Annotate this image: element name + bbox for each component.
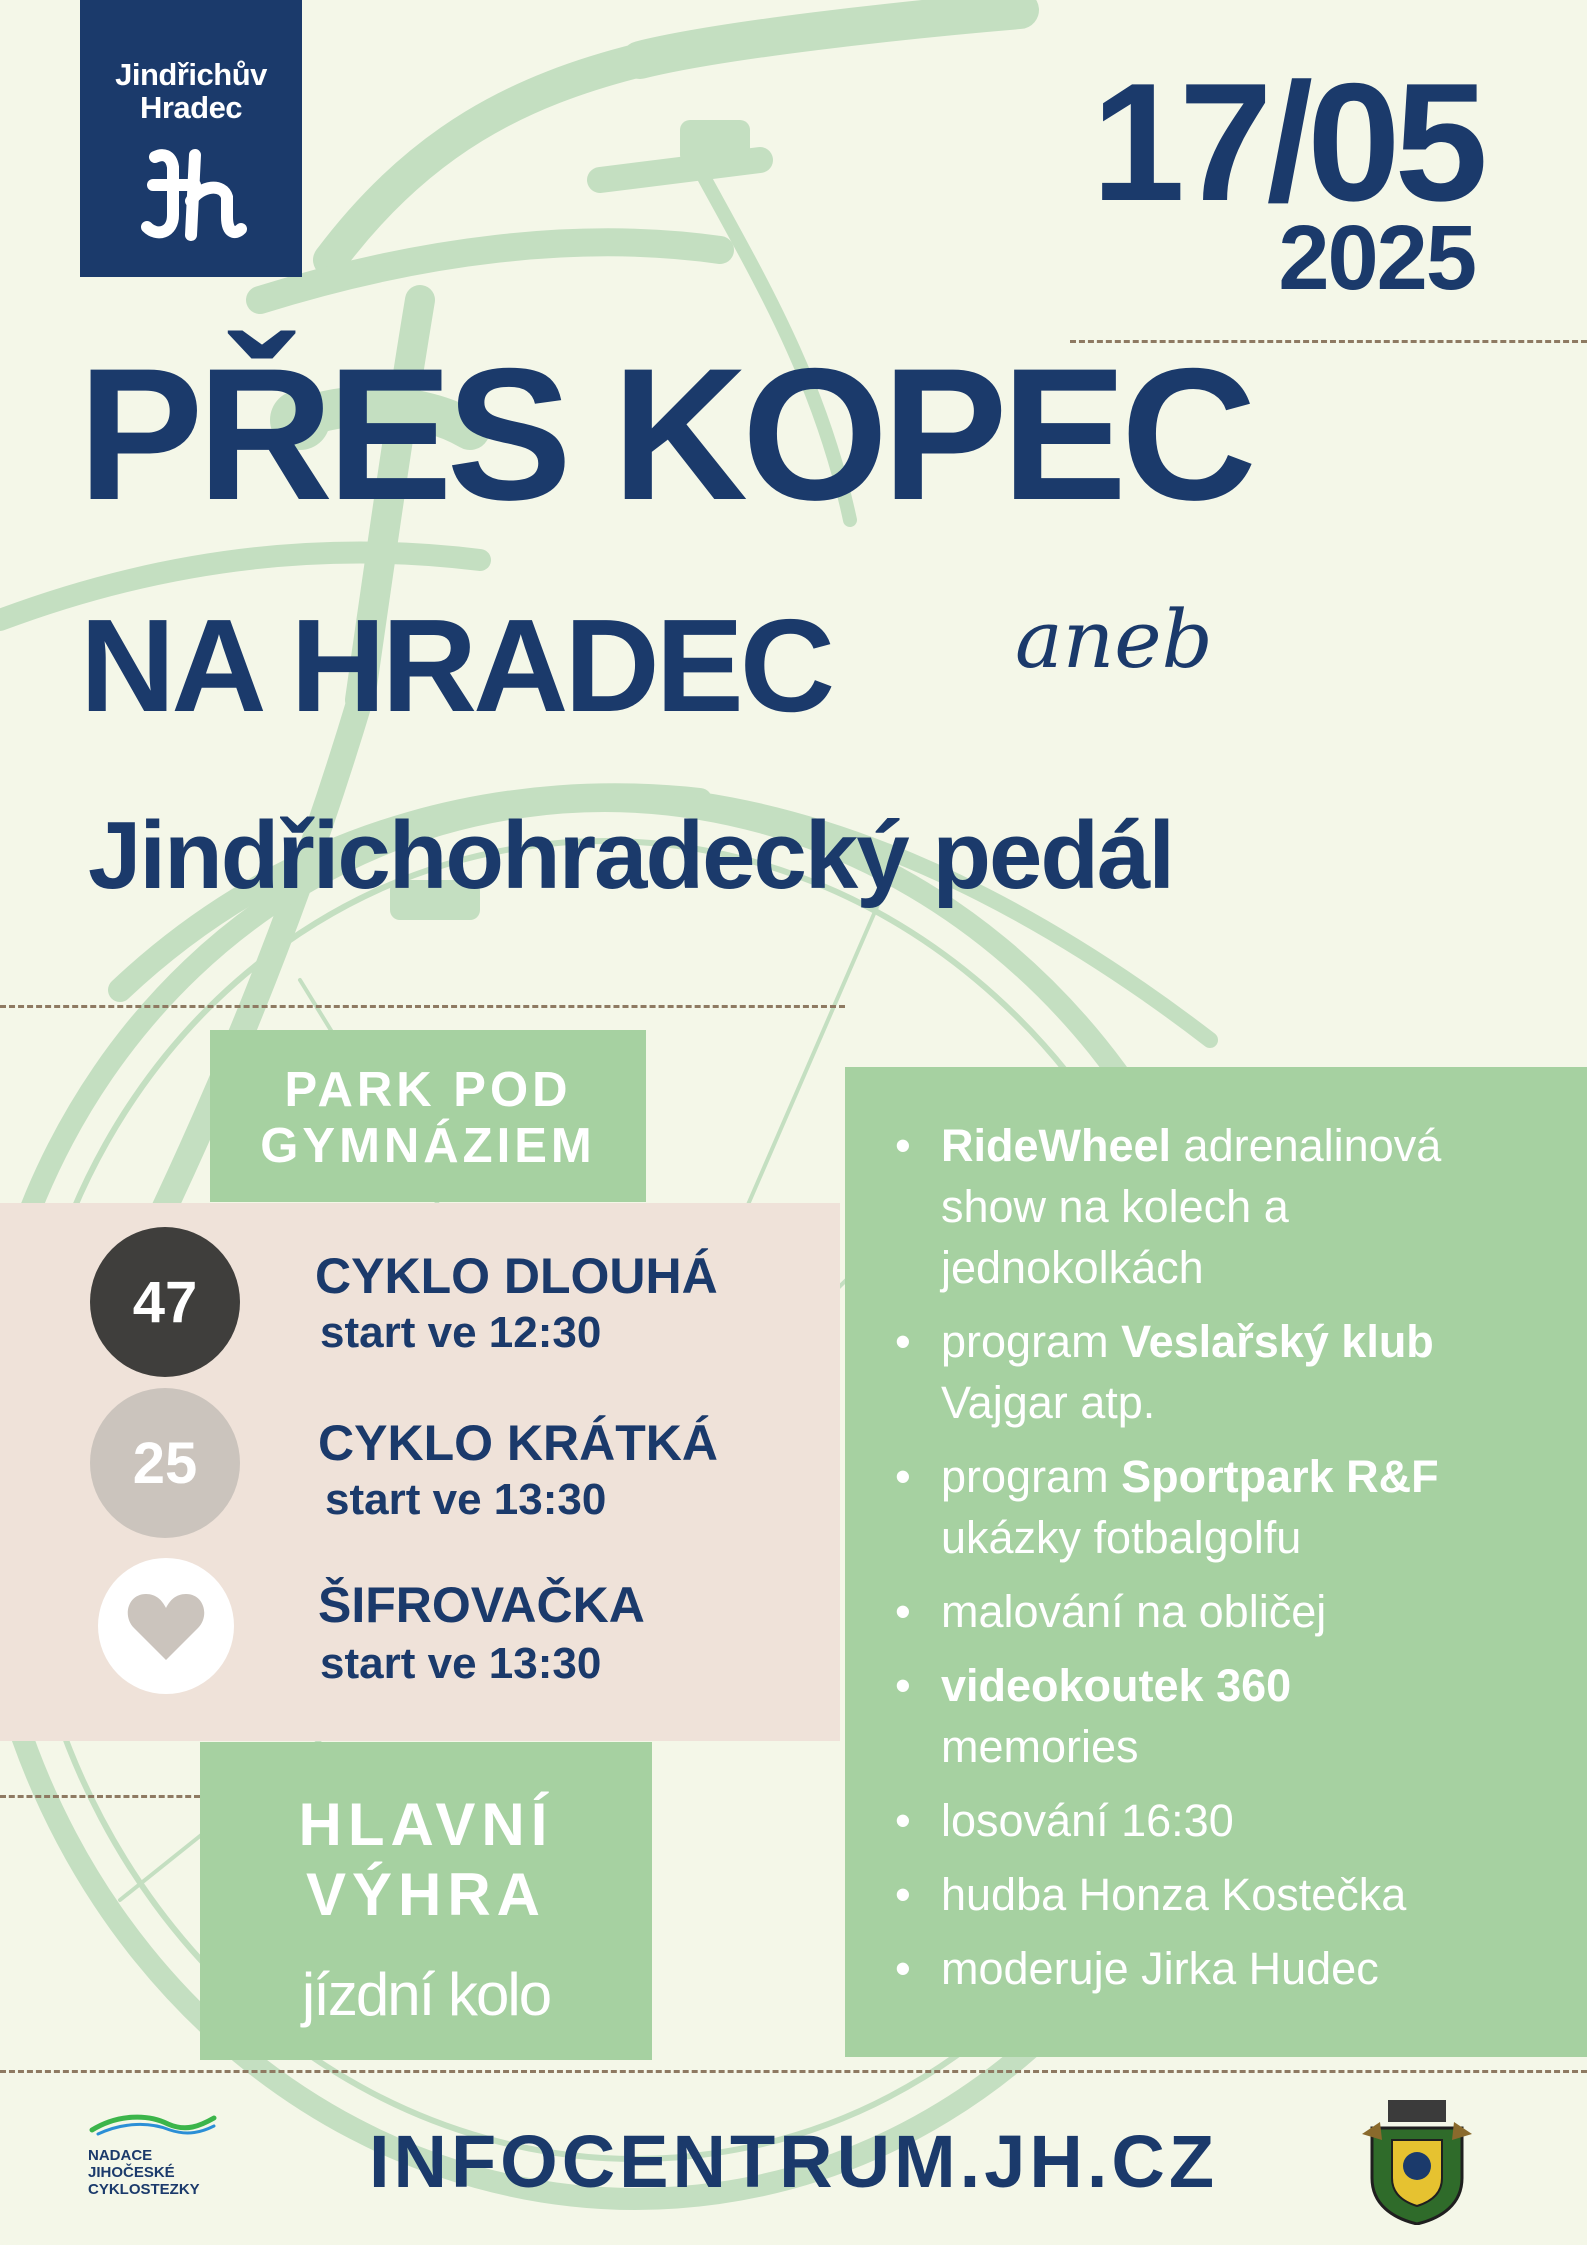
program-item-text: hudba Honza Kostečka (941, 1869, 1407, 1920)
prize-box (200, 1742, 652, 2060)
prize-title-line1: HLAVNÍ (298, 1791, 554, 1858)
partner-logo-line3: CYKLOSTEZKY (88, 2181, 200, 2198)
route-short-name: CYKLO KRÁTKÁ (318, 1415, 718, 1471)
route-short-badge: 25 (90, 1388, 240, 1538)
program-list (845, 1067, 1587, 1999)
route-long-name: CYKLO DLOUHÁ (315, 1248, 718, 1304)
city-logo-line2: Hradec (139, 90, 243, 125)
route-puzzle-start: start ve 13:30 (320, 1639, 602, 1688)
program-item-highlight: Veslařský klub (1121, 1316, 1434, 1367)
program-item (895, 1938, 1557, 1999)
route-puzzle-badge (98, 1558, 234, 1694)
route-short-start: start ve 13:30 (325, 1475, 607, 1524)
route-long-badge: 47 (90, 1227, 240, 1377)
jh-monogram-icon (135, 145, 247, 245)
program-item (895, 1446, 1557, 1568)
prize-title (200, 1790, 652, 1930)
partner-logo-line2: JIHOČESKÉ (88, 2164, 175, 2181)
town-crest-icon[interactable] (1358, 2100, 1476, 2225)
event-date-day-month: 17/05 (1091, 48, 1482, 236)
venue-line1: PARK POD (284, 1063, 572, 1117)
program-item (895, 1790, 1557, 1851)
venue-line2: GYMNÁZIEM (260, 1119, 596, 1173)
program-item-text: ukázky fotbalgolfu (941, 1512, 1302, 1563)
program-item-text: jednokolkách (941, 1242, 1204, 1293)
program-item-text: adrenalinová (1171, 1120, 1442, 1171)
divider-middle-left (0, 1005, 845, 1008)
event-title-connector: aneb (1015, 593, 1213, 686)
prize-item: jízdní kolo (301, 1961, 551, 2028)
venue-box (210, 1030, 646, 1202)
program-item-text: moderuje Jirka Hudec (941, 1943, 1379, 1994)
program-item-highlight: Sportpark R&F (1121, 1451, 1439, 1502)
program-item (895, 1655, 1557, 1777)
program-item-text: program (941, 1451, 1122, 1502)
route-puzzle-name: ŠIFROVAČKA (318, 1577, 645, 1633)
city-logo[interactable] (80, 0, 302, 277)
event-subtitle: Jindřichohradecký pedál (88, 802, 1174, 909)
program-item-highlight: RideWheel (941, 1120, 1172, 1171)
program-item-text: Vajgar atp. (941, 1377, 1156, 1428)
footer-divider (0, 2070, 1587, 2073)
city-logo-text (80, 58, 302, 124)
website-link[interactable]: INFOCENTRUM.JH.CZ (368, 2120, 1219, 2203)
event-title-line1: PŘES KOPEC (78, 329, 1251, 539)
program-item-text: losování 16:30 (941, 1795, 1234, 1846)
program-item-text: show na kolech a (941, 1181, 1289, 1232)
heart-icon (126, 1590, 206, 1662)
program-item (895, 1864, 1557, 1925)
route-long-start: start ve 12:30 (320, 1308, 602, 1357)
program-item (895, 1311, 1557, 1433)
program-item-text: malování na obličej (941, 1586, 1327, 1637)
program-item (895, 1115, 1557, 1298)
program-item (895, 1581, 1557, 1642)
program-item-text: program (941, 1316, 1122, 1367)
program-box (845, 1067, 1587, 2057)
prize-title-line2: VÝHRA (305, 1861, 547, 1928)
partner-logo-line1: NADACE (88, 2147, 153, 2164)
event-title-line2: NA HRADEC (80, 592, 832, 739)
divider-lower-left (0, 1795, 200, 1798)
program-item-text: memories (941, 1721, 1139, 1772)
city-logo-line1: Jindřichův (115, 57, 267, 92)
event-date-year: 2025 (1278, 207, 1475, 309)
program-item-highlight: videokoutek 360 (941, 1660, 1292, 1711)
